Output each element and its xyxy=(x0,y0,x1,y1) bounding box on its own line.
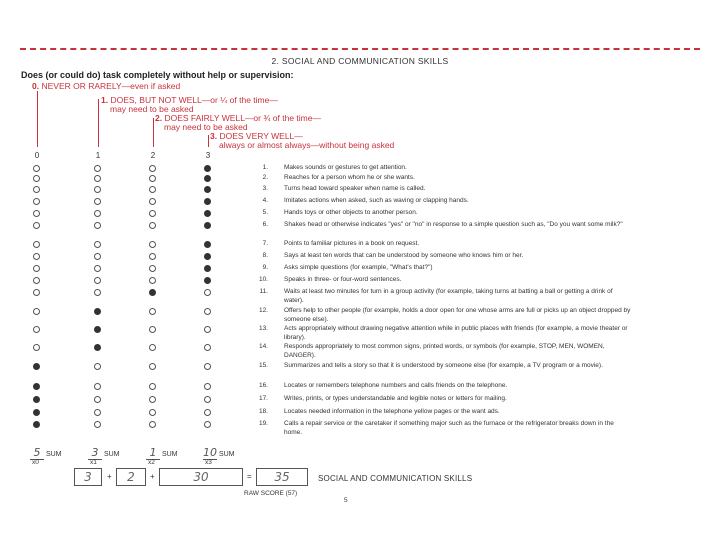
item-text: Locates or remembers telephone numbers and calls friends on the telephone. xyxy=(284,382,508,389)
rating-circle-3[interactable] xyxy=(204,175,211,182)
item-number: 8. xyxy=(262,252,268,259)
sum-0-multiplier: x0 xyxy=(32,459,39,466)
rating-circle-1[interactable] xyxy=(94,277,101,284)
rating-circle-2[interactable] xyxy=(149,421,156,428)
sum-column-0 xyxy=(30,446,62,466)
rating-circle-2[interactable] xyxy=(149,165,156,172)
rating-circle-1[interactable] xyxy=(94,253,101,260)
item-text: Locates needed information in the telephone yellow pages or the want ads. xyxy=(284,408,500,415)
item-text: Responds appropriately to most common signs, printed words, or symbols (for example, STOP, MEN, WOMEN, DANGER). xyxy=(284,343,605,359)
rating-circle-3[interactable] xyxy=(204,308,211,315)
rating-circle-3[interactable] xyxy=(204,277,211,284)
rating-circle-2[interactable] xyxy=(149,409,156,416)
rating-circle-0[interactable] xyxy=(33,253,40,260)
rating-circle-0[interactable] xyxy=(33,222,40,229)
rating-circle-2[interactable] xyxy=(149,383,156,390)
item-text: Hands toys or other objects to another person. xyxy=(284,209,418,216)
item-number: 19. xyxy=(258,420,268,427)
rating-circle-2[interactable] xyxy=(149,277,156,284)
item-number: 14. xyxy=(258,343,268,350)
dashed-separator xyxy=(20,48,700,50)
sum-0-label: SUM xyxy=(45,451,62,458)
rating-circle-3[interactable] xyxy=(204,265,211,272)
rating-circle-3[interactable] xyxy=(204,222,211,229)
item-text: Waits at least two minutes for turn in a group activity (for example, taking turns at batting a ball or getting a drink of water). xyxy=(284,288,613,304)
rating-circle-1[interactable] xyxy=(94,210,101,217)
rating-circle-0[interactable] xyxy=(33,241,40,248)
rating-circle-3[interactable] xyxy=(204,326,211,333)
rating-circle-0[interactable] xyxy=(33,396,40,403)
rating-circle-0[interactable] xyxy=(33,198,40,205)
rating-circle-0[interactable] xyxy=(33,186,40,193)
column-header-0: 0 xyxy=(34,151,40,160)
rating-circle-3[interactable] xyxy=(204,165,211,172)
sum-2-value: 1 xyxy=(146,446,160,460)
level-0-guide-line xyxy=(37,91,38,147)
level-2-label: DOES FAIRLY WELL—or ¾ of the time— xyxy=(164,113,321,123)
totals-section-label: SOCIAL AND COMMUNICATION SKILLS xyxy=(318,474,473,483)
item-text: Writes, prints, or types understandable and legible notes or letters for mailing. xyxy=(284,395,507,402)
item-number: 1. xyxy=(262,164,268,171)
rating-circle-1[interactable] xyxy=(94,396,101,403)
sum-2-multiplier: x2 xyxy=(148,459,155,466)
level-2-sub: may need to be asked xyxy=(164,122,248,132)
sum-1-label: SUM xyxy=(103,451,120,458)
item-number: 2. xyxy=(262,174,268,181)
level-1-guide-line xyxy=(98,99,99,147)
rating-circle-1[interactable] xyxy=(94,344,101,351)
rating-circle-2[interactable] xyxy=(149,396,156,403)
level-3-number: 3. xyxy=(210,131,218,141)
level-1 xyxy=(101,96,278,114)
instruction-text: Does (or could do) task completely without help or supervision: xyxy=(21,70,294,80)
rating-circle-1[interactable] xyxy=(94,241,101,248)
item-number: 12. xyxy=(258,307,268,314)
level-3 xyxy=(210,132,394,150)
item-text: Turns head toward speaker when name is called. xyxy=(284,185,426,192)
item-number: 4. xyxy=(262,197,268,204)
item-number: 6. xyxy=(262,221,268,228)
rating-circle-2[interactable] xyxy=(149,186,156,193)
rating-circle-0[interactable] xyxy=(33,308,40,315)
rating-circle-0[interactable] xyxy=(33,409,40,416)
rating-circle-2[interactable] xyxy=(149,253,156,260)
sum-3-value: 10 xyxy=(203,446,217,459)
raw-score-label: RAW SCORE (57) xyxy=(244,490,298,497)
sum-2-label: SUM xyxy=(161,451,178,458)
item-text: Imitates actions when asked, such as waving or clapping hands. xyxy=(284,197,469,204)
rating-circle-0[interactable] xyxy=(33,210,40,217)
level-3-guide-line xyxy=(208,135,209,147)
rating-circle-2[interactable] xyxy=(149,241,156,248)
level-3-label: DOES VERY WELL— xyxy=(219,131,303,141)
rating-circle-2[interactable] xyxy=(149,175,156,182)
item-text: Reaches for a person whom he or she wants. xyxy=(284,174,415,181)
rating-circle-3[interactable] xyxy=(204,253,211,260)
item-text: Summarizes and tells a story so that it is understood by someone else (for example, a TV program or a movie). xyxy=(284,362,603,369)
rating-circle-3[interactable] xyxy=(204,289,211,296)
rating-circle-3[interactable] xyxy=(204,241,211,248)
sum-1-multiplier: x1 xyxy=(90,459,97,466)
level-1-sub: may need to be asked xyxy=(110,104,194,114)
level-0-label: NEVER OR RARELY—even if asked xyxy=(41,81,181,91)
item-text: Acts appropriately without drawing negative attention while in public places with friends (for example, a movie theater or library). xyxy=(284,325,628,341)
level-0-number: 0. xyxy=(32,81,40,91)
item-number: 3. xyxy=(262,185,268,192)
rating-circle-0[interactable] xyxy=(33,363,40,370)
equals-sign: = xyxy=(247,472,252,481)
item-text: Offers help to other people (for example, holds a door open for one whose arms are full or picks up an object dropped by someone else). xyxy=(284,307,631,323)
rating-circle-2[interactable] xyxy=(149,265,156,272)
rating-circle-1[interactable] xyxy=(94,186,101,193)
rating-circle-0[interactable] xyxy=(33,277,40,284)
rating-circle-1[interactable] xyxy=(94,308,101,315)
rating-circle-3[interactable] xyxy=(204,363,211,370)
rating-circle-2[interactable] xyxy=(149,289,156,296)
item-number: 9. xyxy=(262,264,268,271)
item-text: Speaks in three- or four-word sentences. xyxy=(284,276,402,283)
sum-column-1 xyxy=(88,446,120,466)
item-text: Asks simple questions (for example, "What's that?") xyxy=(284,264,433,271)
item-number: 15. xyxy=(258,362,268,369)
total-box-2: 30 xyxy=(159,468,243,486)
item-number: 18. xyxy=(258,408,268,415)
rating-circle-3[interactable] xyxy=(204,421,211,428)
rating-circle-2[interactable] xyxy=(149,210,156,217)
rating-circle-1[interactable] xyxy=(94,409,101,416)
rating-circle-0[interactable] xyxy=(33,289,40,296)
level-1-number: 1. xyxy=(101,95,109,105)
plus-sign-1: + xyxy=(107,472,112,481)
sum-3-multiplier: x3 xyxy=(205,459,212,466)
rating-circle-1[interactable] xyxy=(94,165,101,172)
page-number: 5 xyxy=(344,497,348,504)
sum-column-2 xyxy=(146,446,178,466)
rating-circle-0[interactable] xyxy=(33,165,40,172)
rating-circle-2[interactable] xyxy=(149,222,156,229)
sum-1-value: 3 xyxy=(88,446,102,460)
column-header-2: 2 xyxy=(150,151,156,160)
rating-circle-2[interactable] xyxy=(149,308,156,315)
rating-circle-0[interactable] xyxy=(33,326,40,333)
section-title: 2. SOCIAL AND COMMUNICATION SKILLS xyxy=(271,56,449,66)
sum-0-value: 5 xyxy=(30,446,44,460)
rating-circle-1[interactable] xyxy=(94,198,101,205)
level-2-guide-line xyxy=(153,118,154,147)
column-header-1: 1 xyxy=(95,151,101,160)
rating-circle-0[interactable] xyxy=(33,383,40,390)
rating-circle-3[interactable] xyxy=(204,186,211,193)
rating-circle-3[interactable] xyxy=(204,409,211,416)
rating-circle-2[interactable] xyxy=(149,363,156,370)
item-text: Says at least ten words that can be understood by someone who knows him or her. xyxy=(284,252,524,259)
rating-circle-3[interactable] xyxy=(204,396,211,403)
rating-circle-1[interactable] xyxy=(94,326,101,333)
rating-circle-1[interactable] xyxy=(94,175,101,182)
rating-circle-1[interactable] xyxy=(94,222,101,229)
sum-3-label: SUM xyxy=(218,451,235,458)
rating-circle-0[interactable] xyxy=(33,175,40,182)
rating-circle-3[interactable] xyxy=(204,344,211,351)
level-2 xyxy=(155,114,321,132)
rating-circle-1[interactable] xyxy=(94,265,101,272)
rating-circle-3[interactable] xyxy=(204,198,211,205)
level-1-label: DOES, BUT NOT WELL—or ¼ of the time— xyxy=(110,95,278,105)
rating-circle-2[interactable] xyxy=(149,326,156,333)
rating-circle-1[interactable] xyxy=(94,289,101,296)
level-0 xyxy=(32,82,180,91)
item-text: Points to familiar pictures in a book on request. xyxy=(284,240,420,247)
rating-circle-3[interactable] xyxy=(204,383,211,390)
item-text: Makes sounds or gestures to get attention. xyxy=(284,164,407,171)
rating-circle-1[interactable] xyxy=(94,421,101,428)
item-number: 10. xyxy=(258,276,268,283)
item-text: Calls a repair service or the caretaker if something major such as the furnace or the refrigerator breaks down in the home. xyxy=(284,420,614,436)
rating-circle-0[interactable] xyxy=(33,421,40,428)
rating-circle-1[interactable] xyxy=(94,383,101,390)
item-number: 16. xyxy=(258,382,268,389)
rating-circle-2[interactable] xyxy=(149,198,156,205)
column-header-3: 3 xyxy=(205,151,211,160)
total-box-1: 2 xyxy=(116,468,146,486)
level-3-sub: always or almost always—without being asked xyxy=(219,140,395,150)
raw-score-box: 35 xyxy=(256,468,308,486)
plus-sign-2: + xyxy=(150,472,155,481)
rating-circle-0[interactable] xyxy=(33,265,40,272)
sum-column-3 xyxy=(203,446,235,466)
item-number: 17. xyxy=(258,395,268,402)
rating-circle-2[interactable] xyxy=(149,344,156,351)
total-box-0: 3 xyxy=(74,468,102,486)
item-number: 5. xyxy=(262,209,268,216)
item-number: 7. xyxy=(262,240,268,247)
rating-circle-3[interactable] xyxy=(204,210,211,217)
rating-circle-0[interactable] xyxy=(33,344,40,351)
item-text: Shakes head or otherwise indicates "yes" or "no" in response to a simple question such as, "Do you want some milk?" xyxy=(284,221,623,228)
rating-circle-1[interactable] xyxy=(94,363,101,370)
item-number: 13. xyxy=(258,325,268,332)
item-number: 11. xyxy=(259,288,268,295)
level-2-number: 2. xyxy=(155,113,163,123)
